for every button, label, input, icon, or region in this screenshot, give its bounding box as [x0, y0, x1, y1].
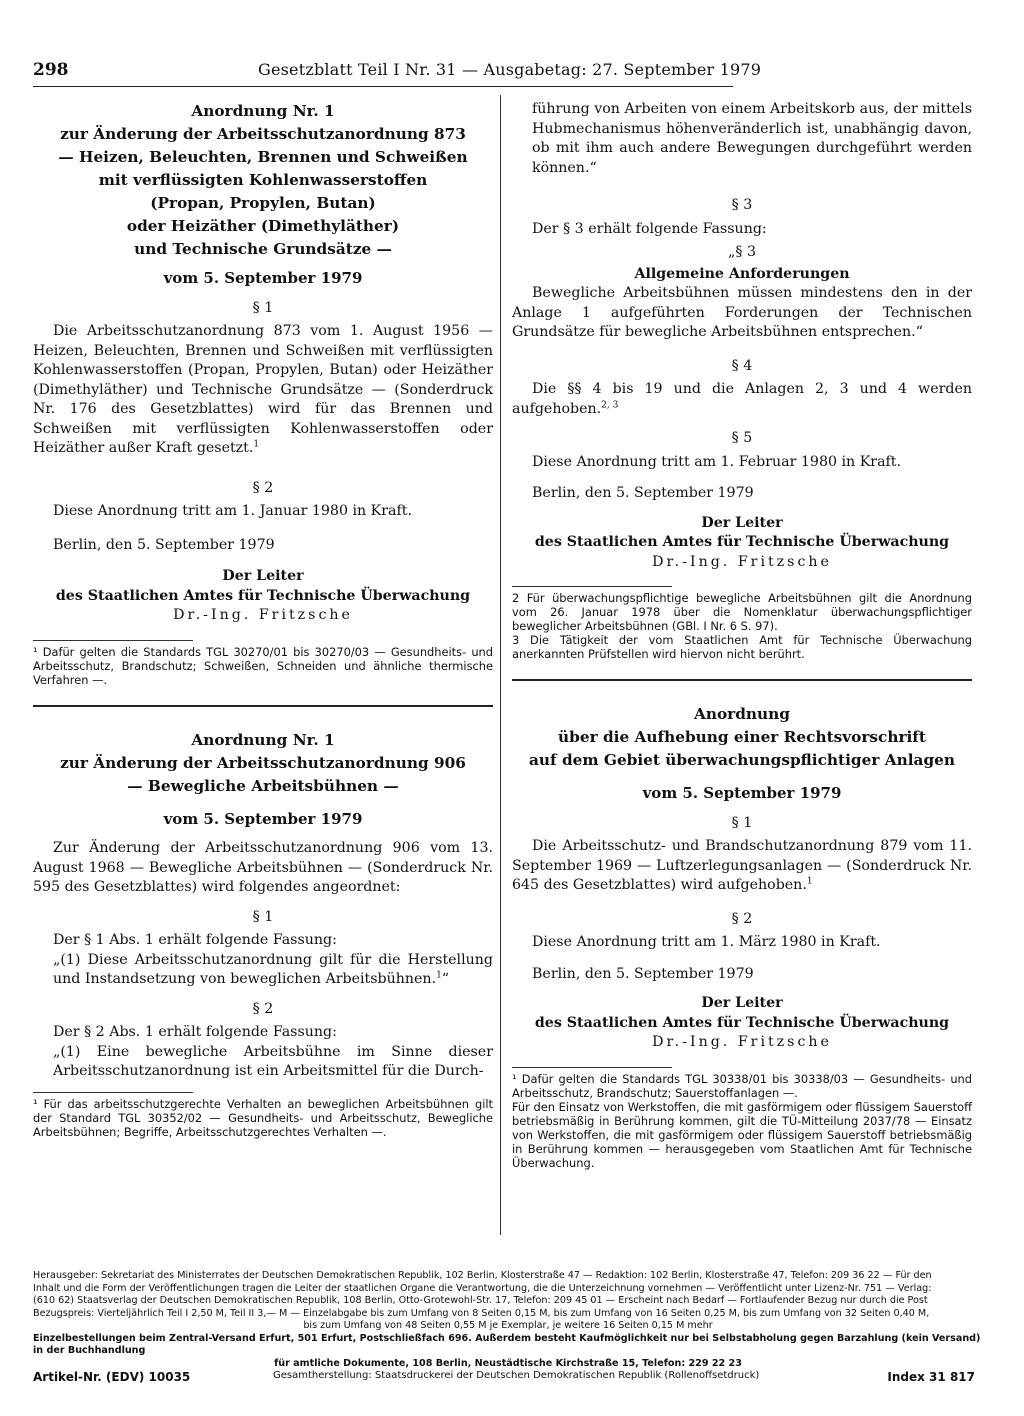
- section-lead: Der § 1 Abs. 1 erhält folgende Fassung:: [53, 932, 337, 948]
- imprint-line: für amtliche Dokumente, 108 Berlin, Neustädtische Kirchstraße 15, Telefon: 229 22 23: [274, 1357, 742, 1369]
- title-line: Anordnung: [693, 705, 790, 723]
- footnote-rule: [33, 640, 193, 641]
- column-divider: [500, 95, 501, 1235]
- ordinance-title: [33, 100, 493, 261]
- title-line: mit verflüssigten Kohlenwasserstoffen: [98, 171, 428, 189]
- publisher-imprint: [33, 1270, 983, 1370]
- footnote-ref: 1: [253, 439, 260, 450]
- paragraph-text: Die Arbeitsschutzanordnung 873 vom 1. August 1956 — Heizen, Beleuchten, Brennen und Schweißen mit verflüssigten Kohlenwasserstoffen (Propan, Propylen, Butan) oder Heizäther (Dimethyläther) und Technische Grundsätze — (Sonderdruck Nr. 176 des Gesetzblattes) wird für das Brennen und Schweißen mit verflüssigten Kohlenwasserstoffen oder Heizäther außer Kraft gesetzt.: [33, 323, 493, 456]
- title-line: (Propan, Propylen, Butan): [150, 194, 376, 212]
- section-heading: § 2: [252, 1000, 274, 1017]
- title-line: Anordnung Nr. 1: [191, 730, 335, 749]
- signer-office: des Staatlichen Amtes für Technische Überwachung: [55, 587, 471, 604]
- section-heading: § 1: [252, 908, 274, 925]
- section-heading: § 1: [731, 814, 753, 831]
- title-line: — Heizen, Beleuchten, Brennen und Schweißen: [58, 148, 468, 166]
- signer-title: Der Leiter: [222, 568, 304, 584]
- imprint-line: bis zum Umfang von 48 Seiten 0,55 M je Exemplar, je weitere 16 Seiten 0,15 M mehr: [303, 1320, 713, 1331]
- title-line: zur Änderung der Arbeitsschutzanordnung 873: [60, 125, 466, 143]
- place-date: Berlin, den 5. September 1979: [532, 965, 754, 982]
- index-number: Index 31 817: [887, 1370, 975, 1384]
- section-heading: § 1: [252, 299, 274, 316]
- signer-title: Der Leiter: [701, 514, 783, 531]
- right-column: [512, 100, 972, 1170]
- intro-text: Zur Änderung der Arbeitsschutzanordnung 906 vom 13. August 1968 — Bewegliche Arbeitsbühnen — (Sonderdruck Nr. 595 des Gesetzblattes) wird folgendes angeordnet:: [33, 840, 493, 895]
- section-text: Diese Anordnung tritt am 1. Februar 1980 in Kraft.: [532, 453, 902, 470]
- section-heading: § 4: [731, 357, 753, 374]
- footnote: Für den Einsatz von Werkstoffen, die mit gasförmigem oder flüssigem Sauerstoff betriebsmäßig in Berührung kommen, gilt die TÜ-Mitteilung 2037/78 — Einsatz von Werkstoffen, die mit gasförmigem oder flüssigem Sauerstoff betriebsmäßig in Berührung kommen — herausgegeben vom Staatlichen Amt für Technische Überwachung.: [512, 1099, 972, 1170]
- imprint-line: Inhalt und die Form der Veröffentlichungen tragen die Leiter der staatlichen Organe die Verantwortung, die die Unterzeichnung vornehmen — Veröffentlicht unter Lizenz-Nr. 751 — Verlag:: [33, 1282, 932, 1294]
- section-heading: § 3: [731, 197, 753, 213]
- title-line: Anordnung Nr. 1: [191, 102, 335, 120]
- footnote-ref: 1: [806, 876, 813, 887]
- section-text: [512, 837, 972, 896]
- place-date: Berlin, den 5. September 1979: [532, 485, 754, 501]
- quoted-text: „(1) Eine bewegliche Arbeitsbühne im Sinne dieser Arbeitsschutzanordnung ist ein Arbeitsmittel für die Durch-: [53, 1043, 493, 1079]
- article-separator: [33, 705, 493, 707]
- ordinance-906-amendment: [33, 729, 493, 1139]
- signer-name: Dr.-Ing. Fritzsche: [652, 553, 832, 570]
- imprint-line: (610 62) Staatsverlag der Deutschen Demokratischen Republik, 108 Berlin, Otto-Grotewohl-Str. 17, Telefon: 209 45 01 — Erscheint nach Bedarf — Fortlaufender Bezug nur durch die Post: [33, 1295, 928, 1306]
- quote-close: “: [441, 971, 450, 987]
- ordinance-873-amendment: [33, 100, 493, 687]
- section-heading: § 5: [731, 430, 753, 446]
- place-date: Berlin, den 5. September 1979: [53, 536, 275, 553]
- signer-name: Dr.-Ing. Fritzsche: [652, 1034, 832, 1050]
- section-heading: § 2: [731, 910, 753, 927]
- quoted-section-title: Allgemeine Anforderungen: [634, 265, 850, 282]
- page-header: [33, 60, 983, 86]
- printer-credit: Gesamtherstellung: Staatsdruckerei der Deutschen Demokratischen Republik (Rollenoffsetdruck): [273, 1370, 760, 1381]
- title-line: — Bewegliche Arbeitsbühnen —: [127, 776, 399, 795]
- signer-title: Der Leiter: [701, 995, 783, 1011]
- section-text: Diese Anordnung tritt am 1. März 1980 in Kraft.: [532, 934, 881, 950]
- footnote-rule: [512, 1067, 672, 1068]
- signer-name: Dr.-Ing. Fritzsche: [173, 607, 353, 623]
- quoted-section-heading: „§ 3: [728, 244, 756, 260]
- section-text: [512, 380, 972, 419]
- section-text: Bewegliche Arbeitsbühnen müssen mindestens den in der Anlage 1 aufgeführten Forderungen der Technischen Grundsätze für bewegliche Arbeitsbühnen entsprechen.“: [512, 285, 972, 340]
- footnote-rule: [512, 586, 672, 587]
- imprint-line: Herausgeber: Sekretariat des Ministerrates der Deutschen Demokratischen Republik, 102 Berlin, Klosterstraße 47 — Redaktion: 102 Berlin, Klosterstraße 47, Telefon: 209 36 22 — Für den: [33, 1270, 932, 1281]
- ordinance-date: vom 5. September 1979: [163, 269, 363, 287]
- title-line: über die Aufhebung einer Rechtsvorschrift: [558, 728, 926, 746]
- title-line: oder Heizäther (Dimethyläther): [126, 217, 400, 235]
- issue-title: Gesetzblatt Teil I Nr. 31 — Ausgabetag: 27. September 1979: [258, 60, 762, 79]
- section-lead: Der § 2 Abs. 1 erhält folgende Fassung:: [53, 1024, 337, 1040]
- header-rule: [33, 86, 733, 87]
- paragraph-text: Die Arbeitsschutz- und Brandschutzanordnung 879 vom 11. September 1969 — Luftzerlegungsanlagen — (Sonderdruck Nr. 645 des Gesetzblattes) wird aufgehoben.: [512, 838, 972, 893]
- title-line: zur Änderung der Arbeitsschutzanordnung 906: [60, 753, 466, 772]
- article-separator: [512, 679, 972, 681]
- imprint-line: Einzelbestellungen beim Zentral-Versand Erfurt, 501 Erfurt, Postschließfach 696. Außerdem besteht Kaufmöglichkeit nur bei Selbstabholung gegen Barzahlung (kein Versand) in der Buchhandlung: [33, 1332, 981, 1356]
- ordinance-repeal: [512, 703, 972, 1170]
- imprint-line: Bezugspreis: Vierteljährlich Teil I 2,50 M, Teil II 3,— M — Einzelabgabe bis zum Umfang von 8 Seiten 0,15 M, bis zum Umfang von 16 Seiten 0,25 M, bis zum Umfang von 32 Seiten 0,40 M,: [33, 1307, 930, 1319]
- section-text: Diese Anordnung tritt am 1. Januar 1980 in Kraft.: [53, 503, 412, 519]
- ordinance-date: vom 5. September 1979: [642, 784, 842, 802]
- quoted-text: [33, 951, 493, 990]
- ordinance-title: [512, 703, 972, 772]
- title-line: und Technische Grundsätze —: [134, 240, 392, 258]
- section-text: [33, 322, 493, 459]
- ordinance-date: vom 5. September 1979: [163, 809, 363, 828]
- footnote-ref: 2, 3: [601, 399, 619, 410]
- signer-office: des Staatlichen Amtes für Technische Überwachung: [534, 534, 950, 550]
- paragraph-text: Die §§ 4 bis 19 und die Anlagen 2, 3 und 4 werden aufgehoben.: [512, 381, 972, 417]
- title-line: auf dem Gebiet überwachungspflichtiger Anlagen: [529, 751, 955, 769]
- ordinance-title: [33, 729, 493, 798]
- page-number: 298: [33, 60, 69, 80]
- signer-office: des Staatlichen Amtes für Technische Überwachung: [534, 1014, 950, 1031]
- footnote-rule: [33, 1092, 193, 1093]
- section-lead: Der § 3 erhält folgende Fassung:: [532, 220, 767, 237]
- footnote: ¹ Dafür gelten die Standards TGL 30338/01 bis 30338/03 — Gesundheits- und Arbeitsschutz, Brandschutz; Sauerstoffanlagen —.: [512, 1071, 972, 1100]
- continued-text: führung von Arbeiten von einem Arbeitskorb aus, der mittels Hubmechanismus höhenveränderlich ist, unabhängig davon, ob mit ihm auch andere Bewegungen durchgeführt werden können.“: [532, 101, 972, 176]
- footnote: ¹ Dafür gelten die Standards TGL 30270/01 bis 30270/03 — Gesundheits- und Arbeitsschutz, Brandschutz; Schweißen, Schneiden und ähnliche thermische Verfahren —.: [33, 644, 493, 687]
- page-footer: [33, 1370, 983, 1386]
- footnote: 2 Für überwachungspflichtige bewegliche Arbeitsbühnen gilt die Anordnung vom 26. Januar 1978 über die Nomenklatur überwachungspflichtiger beweglicher Arbeitsbühnen (GBl. I Nr. 6 S. 97).: [512, 591, 972, 633]
- footnote: ¹ Für das arbeitsschutzgerechte Verhalten an beweglichen Arbeitsbühnen gilt der Standard TGL 30352/02 — Gesundheits- und Arbeitsschutz, Bewegliche Arbeitsbühnen; Begriffe, Arbeitsschutzgerechtes Verhalten —.: [33, 1096, 493, 1139]
- footnote: 3 Die Tätigkeit der vom Staatlichen Amt für Technische Überwachung anerkannten Prüfstellen wird hiervon nicht berührt.: [512, 633, 972, 661]
- article-number: Artikel-Nr. (EDV) 10035: [33, 1370, 191, 1384]
- ordinance-906-continued: [512, 100, 972, 661]
- footnote-ref: 1: [436, 970, 442, 981]
- quote-body: „(1) Diese Arbeitsschutzanordnung gilt für die Herstellung und Instandsetzung von beweglichen Arbeitsbühnen.: [53, 951, 493, 987]
- left-column: [33, 100, 493, 1139]
- section-heading: § 2: [252, 479, 274, 496]
